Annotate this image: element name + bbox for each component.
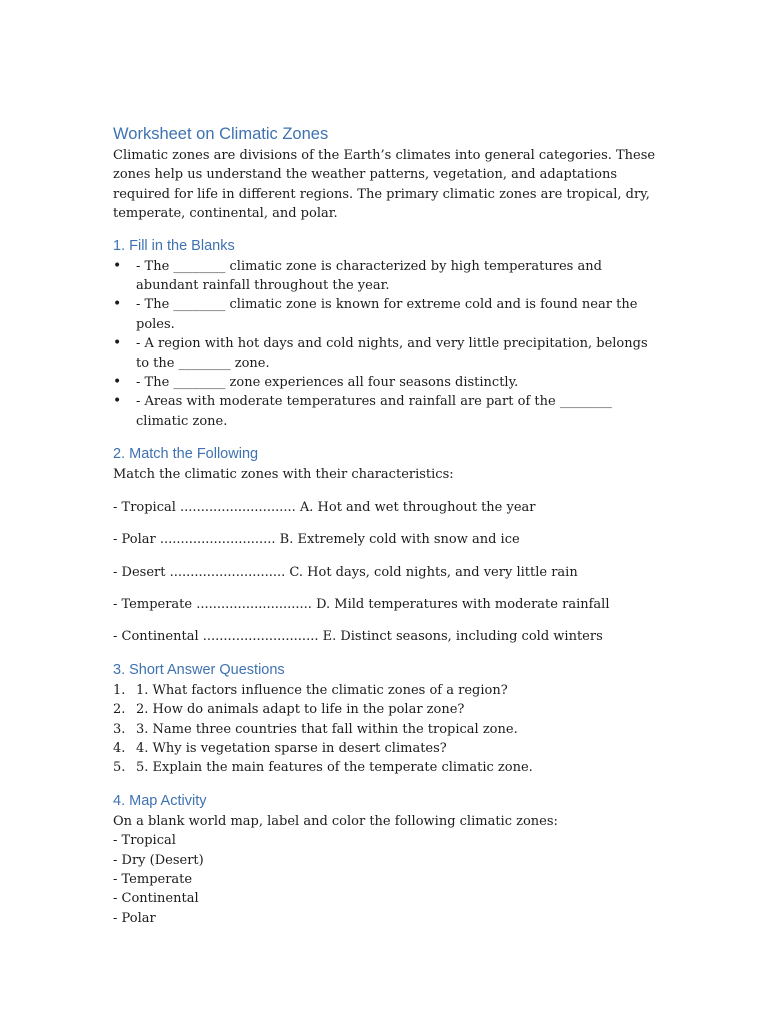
list-item <box>113 334 663 373</box>
page-title: Worksheet on Climatic Zones <box>113 125 329 143</box>
list-item-text: - The ________ zone experiences all four seasons distinctly. <box>136 375 519 391</box>
list-item <box>113 739 663 758</box>
map-zone-item: - Temperate <box>113 871 193 887</box>
list-item-text: 3. Name three countries that fall within the tropical zone. <box>136 721 518 737</box>
section-heading-short-answer: 3. Short Answer Questions <box>113 661 285 678</box>
list-item-text: 1. What factors influence the climatic zones of a region? <box>136 682 508 698</box>
list-item <box>113 720 663 739</box>
match-item: - Polar ............................ B. Extremely cold with snow and ice <box>113 532 520 548</box>
bullet-icon: • <box>113 393 122 410</box>
list-item <box>113 257 663 296</box>
list-number: 3. <box>113 721 126 737</box>
list-number: 1. <box>113 682 126 698</box>
list-item <box>113 700 663 719</box>
list-item <box>113 392 663 431</box>
match-item: - Temperate ............................ D. Mild temperatures with moderate rainfall <box>113 596 610 612</box>
map-zone-item: - Tropical <box>113 833 176 849</box>
list-item-text: 4. Why is vegetation sparse in desert climates? <box>136 740 447 756</box>
list-item-text: 2. How do animals adapt to life in the polar zone? <box>136 702 465 718</box>
match-item: - Desert ............................ C. Hot days, cold nights, and very little rain <box>113 564 578 580</box>
match-item: - Continental ............................ E. Distinct seasons, including cold winters <box>113 629 603 645</box>
section-heading-fill-blanks: 1. Fill in the Blanks <box>113 237 235 254</box>
intro-paragraph: Climatic zones are divisions of the Earth’s climates into general categories. These zones help us understand the weather patterns, vegetation, and adaptations required for life in different regions. The primary climatic zones are tropical, dry, temperate, continental, and polar. <box>113 148 656 222</box>
bullet-icon: • <box>113 296 122 313</box>
map-zone-item: - Dry (Desert) <box>113 852 204 868</box>
section-heading-map-activity: 4. Map Activity <box>113 792 207 809</box>
list-number: 2. <box>113 702 126 718</box>
bullet-icon: • <box>113 335 122 352</box>
bullet-icon: • <box>113 374 122 391</box>
list-item <box>113 373 663 392</box>
fill-blanks-list <box>113 257 663 432</box>
list-item <box>113 295 663 334</box>
list-item-text: - A region with hot days and cold nights, and very little precipitation, belongs to the ________ zone. <box>136 336 648 371</box>
list-item <box>113 758 663 777</box>
map-zone-item: - Continental <box>113 891 199 907</box>
list-item-text: - The ________ climatic zone is known for extreme cold and is found near the poles. <box>136 297 638 332</box>
list-number: 4. <box>113 740 126 756</box>
worksheet-page <box>113 123 663 928</box>
match-item: - Tropical ............................ A. Hot and wet throughout the year <box>113 499 536 515</box>
match-intro: Match the climatic zones with their characteristics: <box>113 467 454 483</box>
map-intro: On a blank world map, label and color the following climatic zones: <box>113 813 558 829</box>
list-number: 5. <box>113 760 126 776</box>
section-heading-match: 2. Match the Following <box>113 446 259 463</box>
list-item <box>113 681 663 700</box>
short-answer-list <box>113 681 663 778</box>
bullet-icon: • <box>113 257 122 274</box>
list-item-text: - The ________ climatic zone is characterized by high temperatures and abundant rainfall throughout the year. <box>136 258 602 294</box>
map-zone-item: - Polar <box>113 910 156 926</box>
list-item-text: 5. Explain the main features of the temperate climatic zone. <box>136 760 533 776</box>
list-item-text: - Areas with moderate temperatures and rainfall are part of the ________ climatic zone. <box>136 394 612 429</box>
